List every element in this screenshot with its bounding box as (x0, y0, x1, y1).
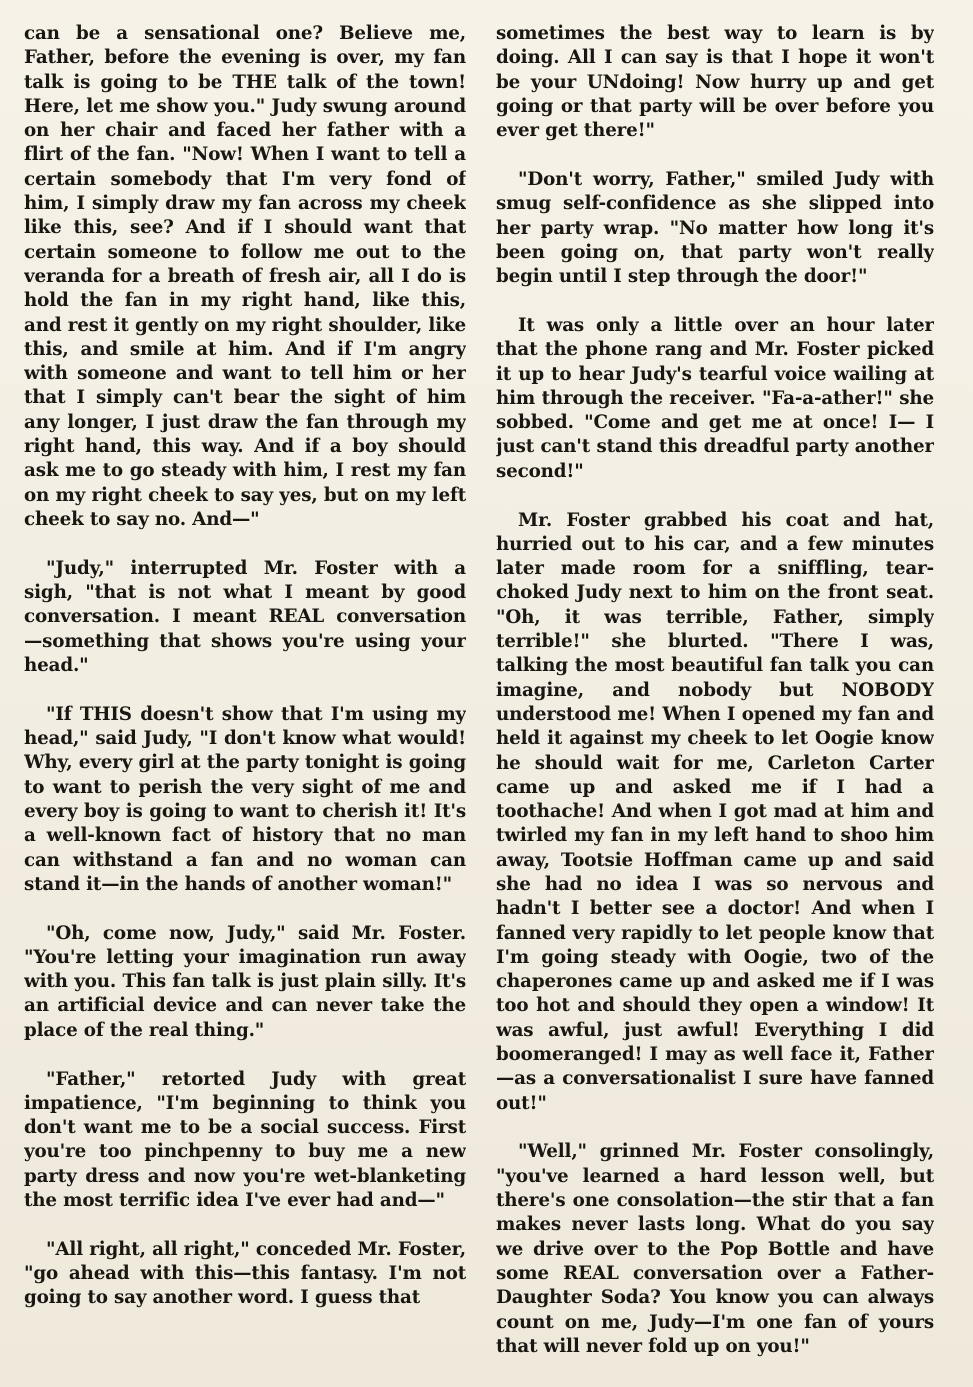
paragraph: "Judy," interrupted Mr. Foster with a sigh, "that is not what I meant by good conversation. I meant REAL conversation —something that shows you're using your head." (24, 557, 466, 676)
paragraph: Mr. Foster grabbed his coat and hat, hurried out to his car, and a few minutes later made room for a sniffling, tear-choked Judy next to him on the front seat. "Oh, it was terrible, Father, simply terrible!" she blurted. "There I was, talking the most beautiful fan talk you can imagine, and nobody but NOBODY understood me! When I opened my fan and held it against my cheek to let Oogie know he should wait for me, Carleton Carter came up and asked me if I had a toothache! And when I got mad at him and twirled my fan in my left hand to shoo him away, Tootsie Hoffman came up and said she had no idea I was so nervous and hadn't I better see a doctor! And when I fanned very rapidly to let people know that I'm going steady with Oogie, two of the chaperones came up and asked me if I was too hot and should they open a window! It was awful, just awful! Everything I did boomeranged! I may as well face it, Father—as a conversationalist I sure have fanned out!" (496, 509, 934, 1114)
paragraph: "Don't worry, Father," smiled Judy with smug self-confidence as she slipped into her party wrap. "No matter how long it's been going on, that party won't really begin until I step through the door!" (496, 168, 934, 288)
paragraph: can be a sensational one? Believe me, Father, before the evening is over, my fan talk is going to be THE talk of the town! Here, let me show you." Judy swung around on her chair and faced her father with a flirt of the fan. "Now! When I want to tell a certain somebody that I'm very fond of him, I simply draw my fan across my cheek like this, see? And if I should want that certain someone to follow me out to the veranda for a breath of fresh air, all I do is hold the fan in my right hand, like this, and rest it gently on my right shoulder, like this, and smile at him. And if I'm angry with someone and want to tell him or her that I simply can't bear the sight of him any longer, I just draw the fan through my right hand, this way. And if a boy should ask me to go steady with him, I rest my fan on my right cheek to say yes, but on my left cheek to say no. And—" (24, 23, 466, 530)
left-text-column (24, 22, 466, 1372)
paragraph: "All right, all right," conceded Mr. Foster, "go ahead with this—this fantasy. I'm not going to say another word. I guess that (24, 1238, 466, 1309)
paragraph: "Father," retorted Judy with great impatience, "I'm beginning to think you don't want me to be a social success. First you're too pinchpenny to buy me a new party dress and now you're wet-blanketing the most terrific idea I've ever had and—" (24, 1068, 466, 1212)
paragraph: "Well," grinned Mr. Foster consolingly, "you've learned a hard lesson well, but there's one consolation—the stir that a fan makes never lasts long. What do you say we drive over to the Pop Bottle and have some REAL conversation over a Father-Daughter Soda? You know you can always count on me, Judy—I'm one fan of yours that will never fold up on you!" (496, 1141, 934, 1357)
paragraph: "If THIS doesn't show that I'm using my head," said Judy, "I don't know what would! Why, every girl at the party tonight is going to want to perish the very sight of me and every boy is going to want to cherish it! It's a well-known fact of history that no man can withstand a fan and no woman can stand it—in the hands of another woman!" (24, 703, 466, 895)
right-text-column (496, 22, 934, 1372)
paragraph: sometimes the best way to learn is by doing. All I can say is that I hope it won't be your UNdoing! Now hurry up and get going or that party will be over before you ever get there!" (496, 23, 934, 142)
paragraph: It was only a little over an hour later that the phone rang and Mr. Foster picked it up to hear Judy's tearful voice wailing at him through the receiver. "Fa-a-ather!" she sobbed. "Come and get me at once! I— I just can't stand this dreadful party another second!" (496, 314, 934, 482)
paragraph: "Oh, come now, Judy," said Mr. Foster. "You're letting your imagination run away with you. This fan talk is just plain silly. It's an artificial device and can never take the place of the real thing." (24, 922, 466, 1041)
